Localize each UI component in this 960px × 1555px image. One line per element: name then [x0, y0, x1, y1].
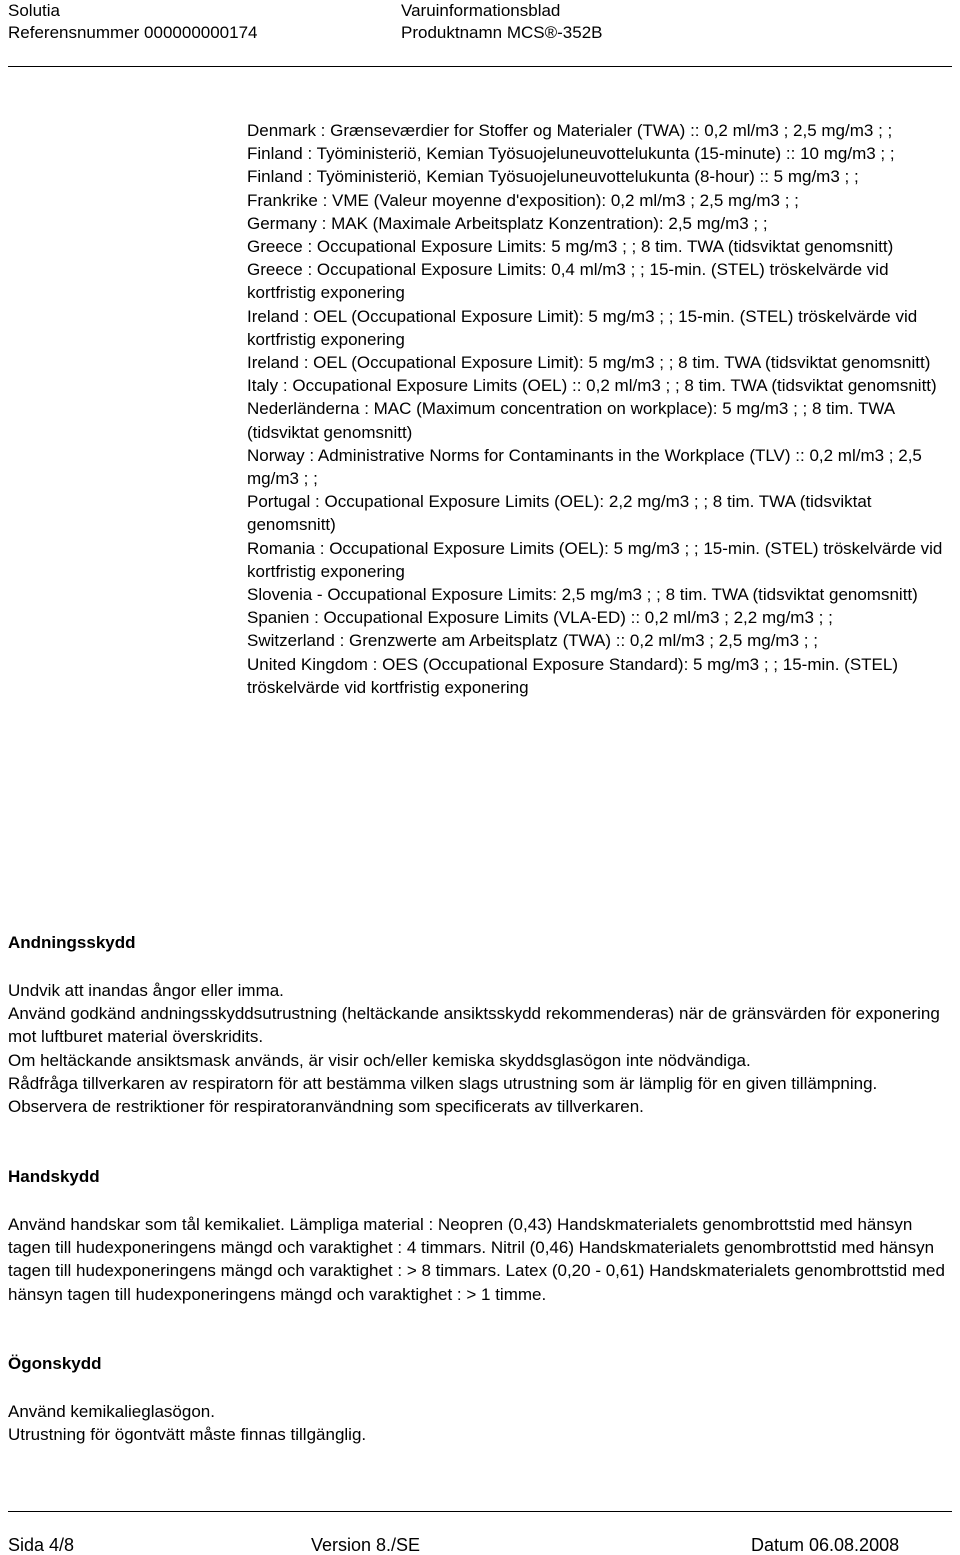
exposure-limit-item: Frankrike : VME (Valeur moyenne d'exposition): 0,2 ml/m3 ; 2,5 mg/m3 ; ; — [247, 190, 799, 210]
section-body — [8, 979, 952, 1118]
exposure-limit-item: Portugal : Occupational Exposure Limits (OEL): 2,2 mg/m3 ; ; 8 tim. TWA (tidsviktat genomsnitt) — [247, 492, 872, 535]
header-divider — [8, 66, 952, 67]
paragraph: Rådfråga tillverkaren av respiratorn för att bestämma vilken slags utrustning som är lämplig för en given tillämpning. — [8, 1073, 878, 1093]
company-name: Solutia — [8, 1, 60, 20]
section-body — [8, 1213, 952, 1306]
exposure-limit-item: Greece : Occupational Exposure Limits: 5 mg/m3 ; ; 8 tim. TWA (tidsviktat genomsnitt) — [247, 237, 894, 257]
paragraph: Använd godkänd andningsskyddsutrustning (heltäckande ansiktsskydd rekommenderas) när de gränsvärden för exponering mot luftburet material överskridits. — [8, 1004, 940, 1047]
paragraph: Använd handskar som tål kemikaliet. Lämpliga material : Neopren (0,43) Handskmaterialets genombrottstid med hänsyn tagen till hudexponeringens mängd och varaktighet : 4 timmars. Nitril (0,46) Handskmaterialets genombrottstid med hänsyn tagen till hudexponeringens mängd och varaktighet : > 8 timmars. Latex (0,20 - 0,61) Handskmaterialets genombrottstid med hänsyn tagen till hudexponeringens mängd och varaktighet : > 1 timme. — [8, 1215, 945, 1304]
product-name: Produktnamn MCS®-352B — [401, 23, 603, 42]
paragraph: Utrustning för ögontvätt måste finnas tillgänglig. — [8, 1425, 367, 1445]
header-row-1 — [8, 0, 561, 21]
exposure-limit-item: Denmark : Grænseværdier for Stoffer og Materialer (TWA) :: 0,2 ml/m3 ; 2,5 mg/m3 ; ; — [247, 121, 893, 140]
document-type: Varuinformationsblad — [401, 1, 561, 20]
exposure-limit-item: Ireland : OEL (Occupational Exposure Limit): 5 mg/m3 ; ; 15-min. (STEL) tröskelvärde vid kortfristig exponering — [247, 306, 918, 349]
exposure-limit-item: Finland : Työministeriö, Kemian Työsuojeluneuvottelukunta (8-hour) :: 5 mg/m3 ; ; — [247, 167, 859, 187]
header-row-2 — [8, 22, 603, 43]
section-body — [8, 1400, 952, 1446]
exposure-limit-item: Greece : Occupational Exposure Limits: 0,4 ml/m3 ; ; 15-min. (STEL) tröskelvärde vid kortfristig exponering — [247, 260, 889, 303]
exposure-limit-item: Switzerland : Grenzwerte am Arbeitsplatz (TWA) :: 0,2 ml/m3 ; 2,5 mg/m3 ; ; — [247, 631, 818, 651]
exposure-limit-item: Norway : Administrative Norms for Contaminants in the Workplace (TLV) :: 0,2 ml/m3 ; 2,5 mg/m3 ; ; — [247, 445, 922, 489]
exposure-limits-list — [247, 119, 959, 699]
exposure-limit-item: Finland : Työministeriö, Kemian Työsuojeluneuvottelukunta (15-minute) :: 10 mg/m3 ; ; — [247, 144, 895, 164]
exposure-limit-item: Ireland : OEL (Occupational Exposure Limit): 5 mg/m3 ; ; 8 tim. TWA (tidsviktat genomsnitt) — [247, 353, 931, 373]
paragraph: Undvik att inandas ångor eller imma. — [8, 981, 284, 1000]
section-heading: Handskydd — [8, 1167, 100, 1186]
paragraph: Använd kemikalieglasögon. — [8, 1402, 215, 1421]
date-label: Datum 06.08.2008 — [751, 1535, 900, 1555]
section-heading: Andningsskydd — [8, 933, 136, 952]
paragraph: Observera de restriktioner för respiratoranvändning som specificerats av tillverkaren. — [8, 1097, 644, 1117]
paragraph: Om heltäckande ansiktsmask används, är visir och/eller kemiska skyddsglasögon inte nödvändiga. — [8, 1050, 751, 1070]
eye-protection-section — [8, 1352, 952, 1446]
section-heading: Ögonskydd — [8, 1354, 102, 1373]
hand-protection-section — [8, 1165, 952, 1306]
page-number: Sida 4/8 — [8, 1535, 75, 1555]
exposure-limit-item: Spanien : Occupational Exposure Limits (VLA-ED) :: 0,2 ml/m3 ; 2,2 mg/m3 ; ; — [247, 608, 833, 628]
document-header — [8, 0, 952, 46]
exposure-limit-item: Germany : MAK (Maximale Arbeitsplatz Konzentration): 2,5 mg/m3 ; ; — [247, 213, 768, 233]
exposure-limit-item: Slovenia - Occupational Exposure Limits: 2,5 mg/m3 ; ; 8 tim. TWA (tidsviktat genomsnitt) — [247, 585, 918, 605]
document-footer — [0, 1535, 960, 1555]
reference-number: Referensnummer 000000000174 — [8, 23, 258, 42]
exposure-limit-item: Romania : Occupational Exposure Limits (OEL): 5 mg/m3 ; ; 15-min. (STEL) tröskelvärde vid kortfristig exponering — [247, 538, 943, 581]
exposure-limit-item: Italy : Occupational Exposure Limits (OEL) :: 0,2 ml/m3 ; ; 8 tim. TWA (tidsviktat genomsnitt) — [247, 376, 937, 396]
version-label: Version 8./SE — [311, 1535, 421, 1555]
respiratory-protection-section — [8, 931, 952, 1118]
exposure-limit-item: Nederländerna : MAC (Maximum concentration on workplace): 5 mg/m3 ; ; 8 tim. TWA (tidsviktat genomsnitt) — [247, 399, 895, 442]
exposure-limit-item: United Kingdom : OES (Occupational Exposure Standard): 5 mg/m3 ; ; 15-min. (STEL) tröskelvärde vid kortfristig exponering — [247, 654, 899, 697]
footer-divider — [8, 1511, 952, 1512]
